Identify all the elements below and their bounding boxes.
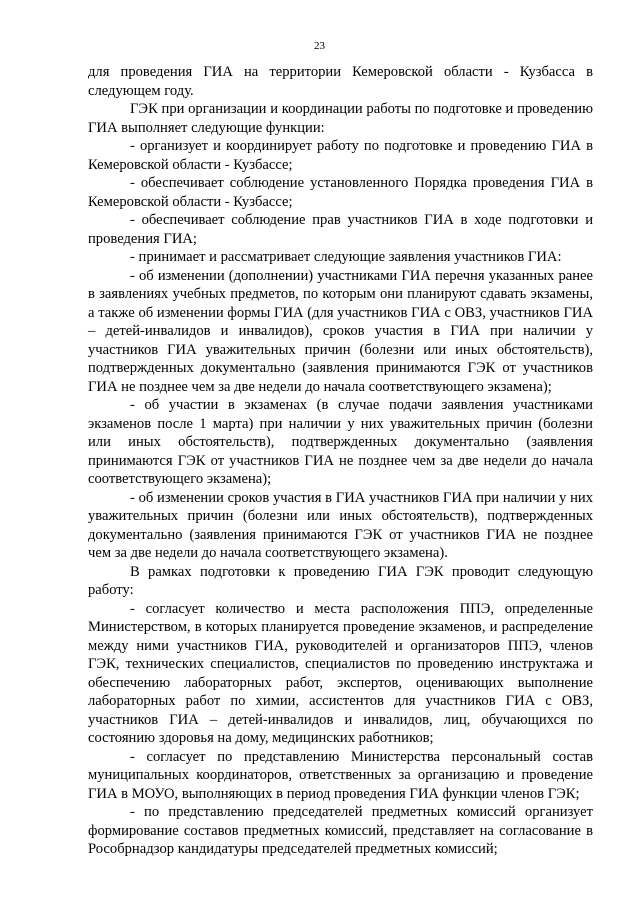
paragraph: - согласует по представлению Министерства персональный состав муниципальных координаторов, ответственных за организацию и проведение ГИА в МОУО, выполняющих в период проведения ГИА функции членов ГЭК; [88,748,593,802]
paragraph: В рамках подготовки к проведению ГИА ГЭК проводит следующую работу: [88,563,593,598]
paragraph: - согласует количество и места расположения ППЭ, определенные Министерством, в которых планируется проведение экзаменов, и распределение между ними участников ГИА, руководителей и организаторов ППЭ, членов ГЭК, технических специалистов, специалистов по проведению инструктажа и обеспечению лабораторных работ, экспертов, оценивающих выполнение лабораторных работ по химии, ассистентов для участников ГИА с ОВЗ, участников ГИА – детей-инвалидов и инвалидов, лиц, обучающихся по состоянию здоровья на дому, медицинских работников; [88,600,593,746]
document-body [88,63,593,859]
paragraph: для проведения ГИА на территории Кемеровской области - Кузбасса в следующем году. [88,64,593,99]
paragraph: - обеспечивает соблюдение прав участников ГИА в ходе подготовки и проведения ГИА; [88,212,593,247]
paragraph: - об участии в экзаменах (в случае подачи заявления участниками экзаменов после 1 марта) при наличии у них уважительных причин (болезни или иных обстоятельств), подтвержденных документально (заявления принимаются ГЭК от участников ГИА не позднее чем за две недели до начала соответствующего экзамена); [88,397,593,487]
paragraph: - об изменении (дополнении) участниками ГИА перечня указанных ранее в заявлениях учебных предметов, по которым они планируют сдавать экзамены, а также об изменении формы ГИА (для участников ГИА с ОВЗ, участников ГИА – детей-инвалидов и инвалидов), сроков участия в ГИА при наличии у участников ГИА уважительных причин (болезни или иных обстоятельств), подтвержденных документально (заявления принимаются ГЭК от участников ГИА не позднее чем за две недели до начала соответствующего экзамена); [88,267,593,395]
paragraph: - принимает и рассматривает следующие заявления участников ГИА: [130,249,562,265]
paragraph: - об изменении сроков участия в ГИА участников ГИА при наличии у них уважительных причин (болезни или иных обстоятельств), подтвержденных документально (заявления принимаются ГЭК от участников ГИА не позднее чем за две недели до начала соответствующего экзамена). [88,489,593,561]
paragraph: - обеспечивает соблюдение установленного Порядка проведения ГИА в Кемеровской области - Кузбассе; [88,175,593,210]
paragraph: - организует и координирует работу по подготовке и проведению ГИА в Кемеровской области - Кузбассе; [88,138,593,173]
page-number: 23 [314,40,325,52]
paragraph: ГЭК при организации и координации работы по подготовке и проведению ГИА выполняет следующие функции: [88,101,593,136]
paragraph: - по представлению председателей предметных комиссий организует формирование составов предметных комиссий, представляет на согласование в Рособрнадзор кандидатуры председателей предметных комиссий; [88,804,593,857]
